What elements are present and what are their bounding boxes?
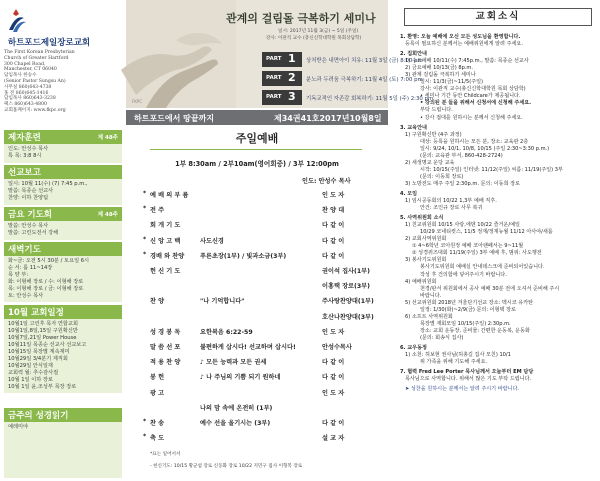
church-info-line: 팩스 860)643-4800 xyxy=(4,102,47,108)
title-divider xyxy=(150,149,362,150)
order-item-content: 나의 맘 속에 온전히 (1부) xyxy=(200,404,273,412)
friday-prayer-week: 제 48주 xyxy=(97,212,118,218)
dawn-prayer-header xyxy=(4,242,122,256)
order-item-name: 신 앙 고 백 xyxy=(150,237,181,245)
order-item-name: 회 개 기 도 xyxy=(150,222,181,230)
bible-reading-title: 금주의 성경읽기 xyxy=(8,411,69,421)
order-item-content: ♪ 모든 능력과 모든 권세 xyxy=(200,359,267,367)
section-line: 10월29일 3/4분기 제직회 xyxy=(8,356,68,362)
church-motto: 하트포드에서 땅끝까지 xyxy=(134,114,215,123)
order-item-name: 찬 송 xyxy=(150,420,165,427)
order-item-leader: 다 같 이 xyxy=(322,237,345,245)
friday-prayer-body xyxy=(4,221,122,240)
order-item-name: 전 주 xyxy=(150,207,165,215)
section-line: 찬양: 이하 찬양팀 xyxy=(8,195,49,201)
section-line: 토: 안성수 목사 xyxy=(8,293,44,299)
mission-report-title: 선교보고 xyxy=(8,168,41,178)
standing-marker: * xyxy=(143,235,147,243)
church-logo xyxy=(2,6,120,40)
standing-note: *표는 일어서서 xyxy=(150,452,181,457)
standing-marker: * xyxy=(143,418,147,425)
order-item-leader: 인 도 자 xyxy=(322,389,345,397)
church-info-line: (Senior Pastor Sungsu An) xyxy=(4,78,66,84)
special-prayer-title: 제자훈련 xyxy=(8,133,41,143)
order-item-leader: 이홍택 장로(3부) xyxy=(322,283,370,291)
order-item-content: "나 기억합니다" xyxy=(200,298,245,306)
church-contact-info xyxy=(4,50,122,114)
news-line: 일정: 1/30(화)~2/9(금) 문의: 이형택 장로 xyxy=(420,306,516,313)
section-line: 화~금: 오전 5시 30분 / 토요일 6시 xyxy=(8,258,90,264)
section-line: 말씀: 고린도전서 강해 xyxy=(8,230,59,236)
section-line: 10월11일 목종순 선교사 선교보고 xyxy=(8,342,87,348)
order-item-leader: 찬 양 대 xyxy=(322,207,345,215)
news-line: (문의: 이동희 장로) xyxy=(420,173,464,180)
part-number: 3 xyxy=(288,90,296,103)
news-line: 작성 후 건의함에 넣어주시기 바랍니다. xyxy=(420,271,507,278)
church-info-line: 담임목사 860)643-3238 xyxy=(4,96,56,102)
order-item-content: 요한복음 6:22-59 xyxy=(200,328,253,336)
special-prayer-week: 제 48주 xyxy=(97,135,118,141)
seminar-date: 일시: 2017년 11월 3(금) ~ 5일 (주일) xyxy=(278,29,359,34)
church-info-line: 교회홈페이지: www.fkpc.org xyxy=(4,107,66,113)
worship-order-row xyxy=(150,342,388,353)
news-line: 등록이 필요하신 분께서는 예배위원에게 알려 주세요. xyxy=(405,41,523,48)
news-line: 10/29 코네티컷스, 11/5 정재/정재뉴월 11/12 아사야/새롬 xyxy=(420,229,553,236)
worship-order-row xyxy=(150,281,388,292)
standing-marker: * xyxy=(143,250,147,258)
worship-order-row xyxy=(143,190,388,201)
dawn-prayer-title: 새벽기도 xyxy=(8,245,41,255)
news-line: (문의: 회송식 집사) xyxy=(420,334,464,341)
section-line: 10월15일 목장별 계속재미 xyxy=(8,349,70,355)
standing-marker: * xyxy=(143,190,147,197)
order-item-name: 경배 와 찬양 xyxy=(150,252,185,260)
church-info-line: The First Korean Presbyterian xyxy=(4,50,75,55)
order-item-leader: 다 같 이 xyxy=(322,222,345,230)
friday-prayer-header xyxy=(4,207,122,221)
news-heading: 3. 교육안내 xyxy=(400,124,427,131)
order-item-content: ♪ 나 주님의 기쁨 되기 원하네 xyxy=(200,374,281,382)
section-line: 10월7일,21일 Power House xyxy=(8,335,77,341)
church-info-line: Manchester, CT 06040 xyxy=(4,67,57,73)
october-schedule-title: 10월 교회일정 xyxy=(8,308,64,318)
news-line: 3) 관계 걸림돌 극복하기 세미나 xyxy=(405,72,476,79)
news-line: 1) 임시공동회의 10/22 1,3부 예배 직후. xyxy=(405,198,497,205)
news-line: ➤ 성찬을 원하시는 분께서는 알려 주시기 바랍니다. xyxy=(405,386,520,393)
part-number: 2 xyxy=(288,71,296,84)
part-tag: PART 1 xyxy=(262,52,302,67)
order-item-content: 사도신경 xyxy=(200,237,224,245)
section-line: 예레미야 xyxy=(8,424,29,430)
mission-report-header xyxy=(4,165,122,179)
news-line: 1) 소천: 허보현 권사님(허총길 집사 모친) 10/1 xyxy=(405,352,511,359)
section-line: 10월 1일 윤,조성부 목장 장로 xyxy=(8,384,77,390)
worship-order-row xyxy=(143,235,388,247)
mission-report-body xyxy=(4,179,122,205)
section-line: 인도: 안성수 목사 xyxy=(8,146,49,152)
news-line: 봉사기도위원회 예배실 안내데스크에 준비되어있습니다. xyxy=(420,264,545,271)
news-heading: 6. 교우동정 xyxy=(400,344,427,351)
church-name: 하트포드제일장로교회 xyxy=(8,38,91,48)
order-item-name: 예 배 의 부 름 xyxy=(150,192,189,199)
october-schedule-body xyxy=(4,319,122,393)
worship-order-row xyxy=(143,205,388,216)
part-description: 상처받은 내면아이 치유: 11월 3일 (금) 8:00 pm xyxy=(306,58,423,64)
worship-title: 주일예배 xyxy=(235,132,279,145)
order-item-leader: 다 같 이 xyxy=(322,420,345,427)
part-tag: PART 2 xyxy=(262,71,302,86)
section-line: 말씀: 목종순 선교사 xyxy=(8,188,54,194)
news-line: 대상: 등록을 원하시는 모든 분, 장소: 교육관 2층 xyxy=(420,138,529,145)
section-line: 특 목: 3:8 8시 xyxy=(8,153,42,159)
church-info-line: 사무실 860)643-4738 xyxy=(4,84,52,90)
order-item-name: 축 도 xyxy=(150,435,165,443)
order-item-content: 푸른초장(1부) / 빛과소금(3부) xyxy=(200,252,287,260)
news-line: 1) 친교위원회 10/15 사랑,에덴 10/22 즐거운/예일 xyxy=(405,222,520,229)
worship-order-row xyxy=(143,433,388,444)
order-item-content: 예수 선을 올기시는 (3부) xyxy=(200,420,271,427)
order-item-leader: 인 도 자 xyxy=(322,192,345,199)
order-item-leader: 다 같 이 xyxy=(322,359,345,367)
worship-times: 1부 8:30am / 2부10am(영어회중) / 3부 12:00pm xyxy=(175,160,339,168)
news-heading: 2. 집회안내 xyxy=(400,51,427,58)
section-line: 목 양 부: xyxy=(8,272,29,278)
bible-reading-header xyxy=(4,408,122,422)
news-line: • 강사 접대를 원하시는 분께서 신청해 주세요. xyxy=(420,114,523,121)
hands-illustration-icon xyxy=(126,0,236,108)
news-line: 3) 봉사기도위원회 xyxy=(405,257,447,264)
part-description: 분노과 두려움 극복하기: 11월 4일 (토) 7:00 pm xyxy=(306,77,423,83)
news-line: 천경/판서 위원회에서 공사 예배 30분 전에 오셔서 준비해 주시 xyxy=(420,285,560,292)
dawn-prayer-body xyxy=(4,256,122,302)
news-line: 1) 구원확신반 (4주 과정) xyxy=(405,131,462,138)
order-item-leader: 인 도 자 xyxy=(322,328,345,336)
news-line: (문의: 교육관 부서, 860-428-2724) xyxy=(420,152,503,159)
october-schedule-header xyxy=(4,305,122,319)
section-line: 목: 이형해 장로 / 금: 이형해 장로 xyxy=(8,286,84,292)
news-line: 2) 금요예배 10/13(금) 8p.m. xyxy=(405,65,474,72)
news-heading: 4. 모임 xyxy=(400,190,418,197)
worship-order-row xyxy=(150,357,388,368)
order-item-leader: 권이석 집사(1부) xyxy=(322,268,370,275)
news-heading: • 강의된 분 들을 위해서 신청서에 신청해 주세요. xyxy=(420,100,532,107)
news-line: 2) 새생명교 운당 교육 xyxy=(405,159,455,166)
section-line: 10월1일,8일,15일 구원확신반 xyxy=(8,328,78,334)
seminar-speaker: 강사: 이관직 교수 (총신신학대학원 목회상담학) xyxy=(266,36,362,41)
order-item-content: 불편하게 삽시다! 선교하며 삽시다! xyxy=(200,344,296,351)
order-item-leader: 호산나찬양대(3부) xyxy=(322,313,374,321)
order-item-leader: 주사랑찬양대(1부) xyxy=(322,298,374,306)
order-item-name: 찬 양 xyxy=(150,298,165,306)
news-line: 바랍니다. xyxy=(420,292,442,299)
order-item-name: 봉 헌 xyxy=(150,374,165,382)
section-line: 말씀: 안성수 목사 xyxy=(8,223,49,229)
standing-marker: * xyxy=(143,433,147,441)
order-item-leader: 안성수목사 xyxy=(322,344,352,351)
bulletin-header-bar xyxy=(126,110,388,125)
seminar-title: 관계의 걸림돌 극복하기 세미나 xyxy=(226,12,376,25)
church-news-body xyxy=(400,34,598,393)
bible-reading-body xyxy=(4,422,122,478)
order-item-name: 말 씀 선 포 xyxy=(150,344,181,351)
news-line: 시작: 10/15(주일) 인터넷: 11/12(주일) 씨름: 11/19(주일) 3부 xyxy=(420,166,563,173)
worship-order-row xyxy=(150,312,388,323)
news-line: 목장별 재회모임 10/15(주일) 2:30p.m. xyxy=(420,320,511,327)
section-line: 일시: 10월 11(수) (7) 7:45 p.m., xyxy=(8,181,88,187)
news-heading: 1. 환영: 오늘 예배에 오신 모든 성도님을 환영합니다. xyxy=(400,34,521,40)
news-line: 4) 예배위원회 xyxy=(405,278,437,285)
worship-order-row xyxy=(143,418,388,429)
special-prayer-body xyxy=(4,144,122,163)
friday-prayer-title: 금요 기도회 xyxy=(8,210,53,220)
section-line: 순 서: 롬 11~14장 xyxy=(8,265,53,271)
news-line: 5) 선교위원회 2018년 겨울단기선교 장소: 멕시코 유카탄 xyxy=(405,299,534,306)
section-line: 화: 이형해 장로 / 수: 이형해 장로 xyxy=(8,279,84,285)
issue-date: 제34권41호2017년10월8일 xyxy=(274,114,382,123)
standing-marker: * xyxy=(143,205,147,213)
church-info-line: 담임목사 한승수 xyxy=(4,73,37,79)
section-line: 10월1일 고린후 목자 연합교회 xyxy=(8,321,78,327)
news-line: ① 4~6학년 코아원정 예배 코아팬페서는 9~11월 xyxy=(412,243,524,250)
worship-order-row xyxy=(143,250,388,262)
news-heading: 5. 사역위원회 소식 xyxy=(400,215,444,222)
worship-order-row xyxy=(150,372,388,383)
news-line: ② 성경퀴즈대회 11/19(주일) 3부 예배 후, 범위: 사도행전 xyxy=(412,250,542,257)
part-number: 1 xyxy=(288,52,296,65)
worship-order-row xyxy=(150,296,388,307)
worship-order-row xyxy=(150,220,388,231)
church-info-line: 홈 전 860)645-1416 xyxy=(4,90,49,96)
section-line: 10월29일 안식일재 xyxy=(8,363,53,369)
news-line: 1) 수요예배 10/11(수) 7:45p.m., 말씀: 목종순 선교사 xyxy=(405,58,529,65)
order-item-name: 광 고 xyxy=(150,389,165,397)
dedication-prayer-note: - 헌신기도: 10/15 황군섭 장로 신동화 장로 10/22 지민구 집사 이형복 장로 xyxy=(150,464,303,469)
church-logo-icon xyxy=(4,8,28,34)
worship-order-row xyxy=(150,327,388,338)
news-line: 장소: 교회 운동장, 준비물: 간편한 운동복, 운동화 xyxy=(420,327,530,334)
church-info-line: 300 Chapel Road, xyxy=(4,61,46,67)
news-line: 위 가족을 위해 기도해 주세요. xyxy=(420,359,488,366)
church-news-title: 교회소식 xyxy=(404,8,592,26)
news-heading: 7. 협력 Fred Lee Porter 목사님께서 오늘부터 EM 담당 xyxy=(400,369,534,376)
part-description: 기독교적인 자존감 회복하기: 11월 5일 (주) 2:30 pm xyxy=(306,96,434,102)
part-tag: PART 3 xyxy=(262,90,302,105)
order-item-name: 헌 신 기 도 xyxy=(150,268,181,275)
news-line: 안건: 조인규 장로 사무 복귀 xyxy=(420,205,483,212)
worship-order-row xyxy=(150,388,388,399)
news-line: 일시: 9/24, 10/1, 10/8, 10/15 (주일 2:30~3:30 p.m.) xyxy=(420,145,550,152)
section-line: 교회력 월: 추수감사절 xyxy=(8,370,59,376)
news-line: 2) 교회사역위원회 xyxy=(405,236,447,243)
left-sidebar xyxy=(0,0,124,481)
church-news-column xyxy=(394,0,600,481)
news-line: 목사님으로 사역합니다. 위해서 많은 기도 부탁 드립니다. xyxy=(405,376,532,383)
worship-order-row xyxy=(150,403,388,414)
special-prayer-header xyxy=(4,130,122,144)
order-item-name: 성 경 봉 독 xyxy=(150,328,181,336)
section-line: 10월 1일 이하 장로 xyxy=(8,377,53,383)
news-line: 3) 노방전도 매주 주일 2:30p.m. 문의: 이동희 장로 xyxy=(405,180,520,187)
order-item-name: 적 용 찬 양 xyxy=(150,359,181,367)
church-info-line: Church of Greater Hartford xyxy=(4,55,69,61)
order-item-leader: 설 교 자 xyxy=(322,435,345,443)
news-line: 일시: 11/3(금)~11/5(주일) xyxy=(420,79,484,86)
order-item-leader: 다 같 이 xyxy=(322,374,345,382)
news-line: • 세미나 기간 동안 Childcare가 제공됩니다. xyxy=(420,93,521,100)
news-line: 6) 소프트 사역위원회 xyxy=(405,313,453,320)
news-line: 강사: 이관직 교수(총신신학대학원 목회 상담학) xyxy=(420,86,526,93)
banner-footnote: FKPC xyxy=(132,99,143,104)
news-line: 부탁 드립니다. xyxy=(420,107,453,114)
order-item-leader: 다 같 이 xyxy=(322,252,345,260)
worship-order-row xyxy=(150,266,388,277)
worship-leader: 인도: 안성수 목사 xyxy=(302,178,351,185)
